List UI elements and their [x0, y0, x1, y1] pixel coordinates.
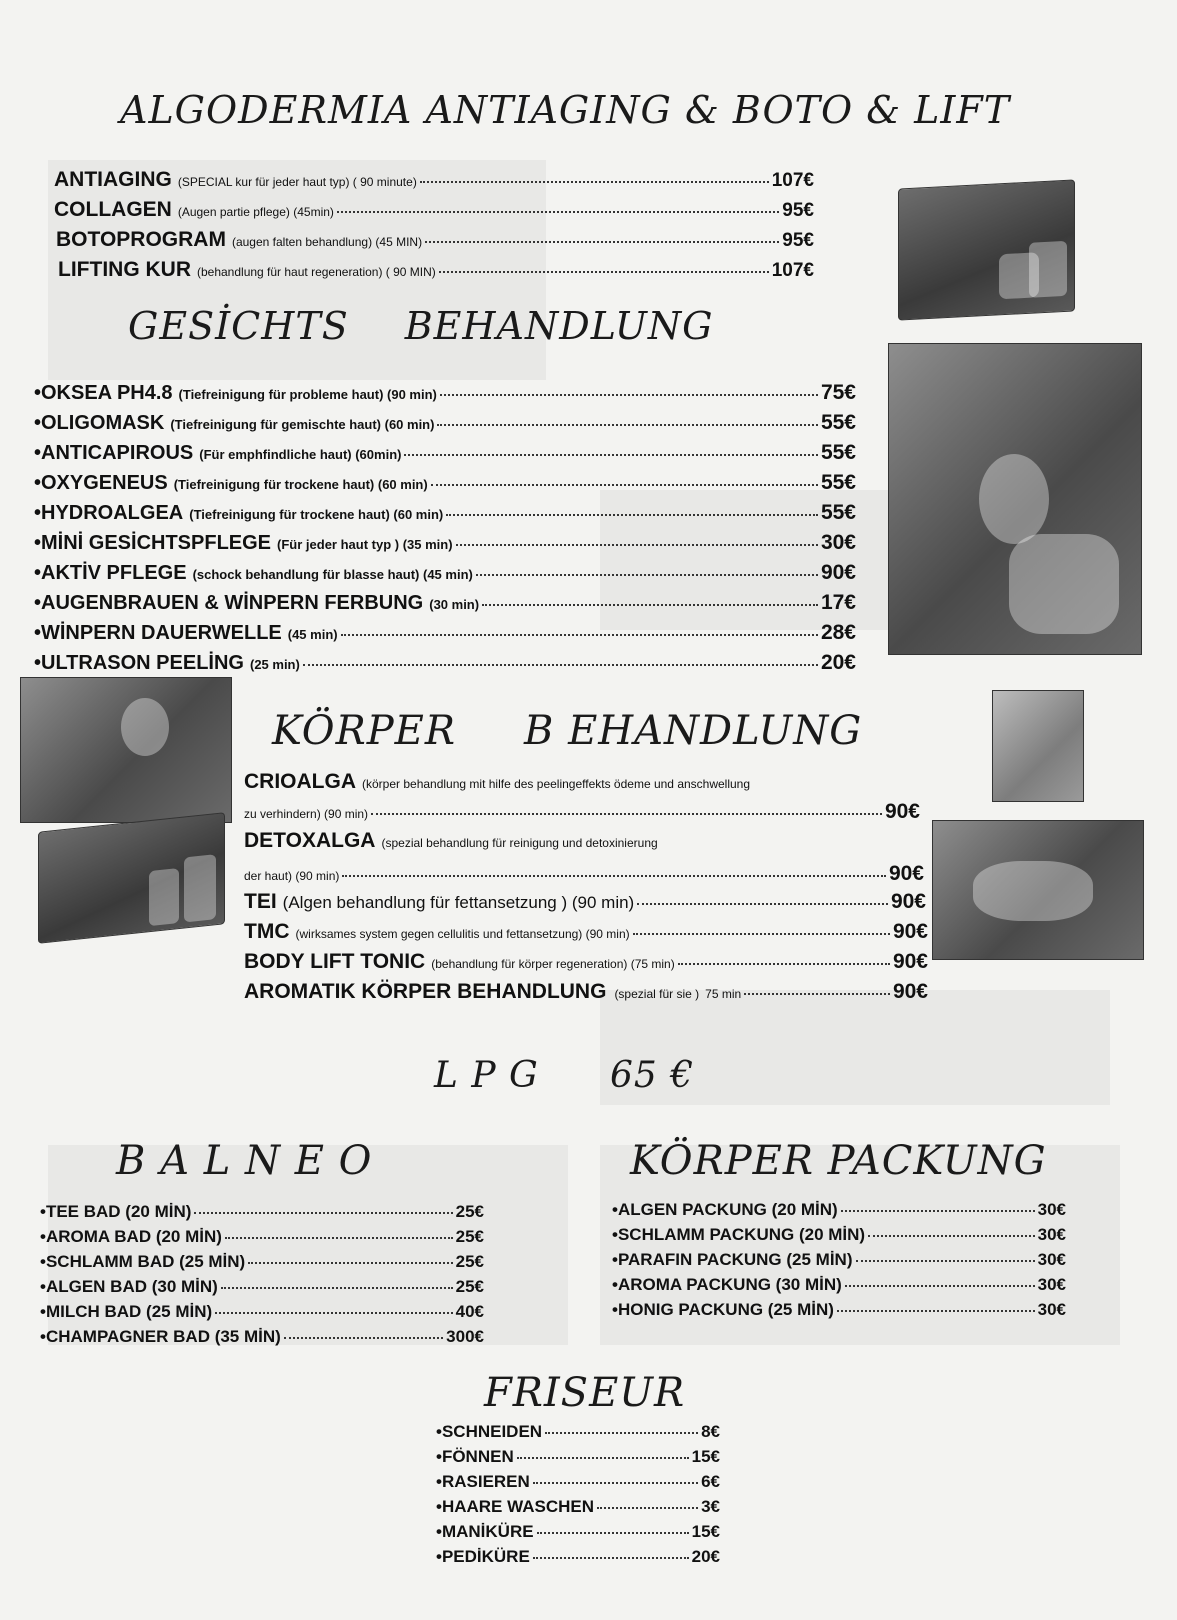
chair-shape	[1009, 534, 1119, 634]
item-name: •OKSEA PH4.8	[34, 382, 173, 404]
section-title-gesichts	[128, 304, 713, 348]
item-name: •SCHNEIDEN	[436, 1422, 543, 1441]
leader-dots	[215, 1312, 452, 1314]
leader-dots	[420, 181, 769, 183]
leader-dots	[856, 1260, 1035, 1262]
leader-dots	[371, 813, 882, 815]
item-price: 30€	[1037, 1225, 1066, 1244]
leader-dots	[425, 241, 779, 243]
item-name: •HONIG PACKUNG (25 MİN)	[612, 1300, 834, 1319]
item-price: 8€	[701, 1422, 720, 1441]
item-price: 107€	[771, 260, 814, 281]
item-name: BOTOPROGRAM	[56, 228, 226, 251]
item-name: ANTIAGING	[54, 168, 172, 191]
item-price: 20€	[691, 1547, 720, 1566]
item-price: 15€	[691, 1447, 720, 1466]
item-name: LIFTING KUR	[58, 258, 191, 281]
section-title-antiaging: ALGODERMIA ANTIAGING & BOTO & LIFT	[120, 88, 1011, 132]
menu-item	[40, 1227, 484, 1247]
item-price: 55€	[820, 411, 856, 434]
leader-dots	[517, 1457, 689, 1459]
leader-dots	[341, 634, 818, 636]
body-shape	[973, 861, 1093, 921]
menu-item	[34, 651, 856, 675]
item-desc: (schock behandlung für blasse haut) (45 min)	[192, 567, 473, 582]
leader-dots	[248, 1262, 452, 1264]
item-price: 25€	[455, 1277, 484, 1296]
menu-item	[34, 501, 856, 525]
leader-dots	[597, 1507, 698, 1509]
menu-item	[34, 411, 856, 435]
leader-dots	[337, 211, 779, 213]
item-desc: (Tiefreinigung für gemischte haut) (60 min)	[170, 417, 435, 432]
item-desc: (spezial behandlung für reinigung und detoxinierung	[381, 836, 658, 850]
item-desc: 75 min	[705, 987, 742, 1001]
menu-item	[54, 198, 814, 222]
item-name: •MANİKÜRE	[436, 1522, 534, 1541]
item-desc: (Augen partie pflege) (45min)	[177, 205, 334, 219]
item-price: 90€	[892, 980, 928, 1003]
item-name: •SCHLAMM BAD (25 MİN)	[40, 1252, 246, 1271]
pool-photo	[20, 677, 232, 823]
leader-dots	[841, 1210, 1035, 1212]
item-desc: (45 min)	[287, 627, 338, 642]
item-price: 90€	[884, 800, 920, 823]
item-desc: (Tiefreinigung für trockene haut) (60 min)	[189, 507, 444, 522]
item-desc: (wirksames system gegen cellulitis und fettansetzung) (90 min)	[295, 927, 630, 941]
leader-dots	[194, 1212, 452, 1214]
menu-item	[436, 1447, 720, 1467]
menu-item	[58, 258, 814, 282]
menu-item	[244, 950, 928, 974]
item-price: 107€	[771, 170, 814, 191]
item-desc: (Für emphfindliche haut) (60min)	[199, 447, 402, 462]
menu-item	[612, 1300, 1066, 1320]
item-name: •OLIGOMASK	[34, 412, 165, 434]
menu-item-line	[244, 862, 924, 886]
item-name: •AROMA BAD (20 MİN)	[40, 1227, 222, 1246]
menu-item-line	[244, 800, 920, 824]
item-name: BODY LIFT TONIC	[244, 950, 426, 973]
leader-dots	[678, 963, 890, 965]
leader-dots	[404, 454, 817, 456]
item-name: •AROMA PACKUNG (30 MİN)	[612, 1275, 842, 1294]
item-price: 20€	[820, 651, 856, 674]
leader-dots	[284, 1337, 443, 1339]
item-price: 30€	[1037, 1250, 1066, 1269]
leader-dots	[439, 271, 769, 273]
item-name: COLLAGEN	[54, 198, 172, 221]
item-price: 55€	[820, 501, 856, 524]
item-name: •AKTİV PFLEGE	[34, 562, 187, 584]
item-price: 90€	[888, 862, 924, 885]
item-name: TEI	[244, 890, 277, 913]
menu-item	[244, 920, 928, 944]
leader-dots	[476, 574, 818, 576]
item-desc: (spezial für sie )	[614, 987, 700, 1001]
item-desc: (behandlung für haut regeneration) ( 90 MIN)	[196, 265, 436, 279]
item-price: 95€	[782, 230, 814, 251]
title-word: B EHANDLUNG	[523, 708, 863, 754]
section-title-koerper	[272, 708, 862, 754]
menu-item	[436, 1472, 720, 1492]
menu-item	[40, 1327, 484, 1347]
menu-item	[436, 1497, 720, 1517]
leader-dots	[845, 1285, 1035, 1287]
menu-item	[612, 1200, 1066, 1220]
menu-item	[40, 1277, 484, 1297]
item-price: 30€	[1037, 1300, 1066, 1319]
menu-item	[34, 531, 856, 555]
item-name: •WİNPERN DAUERWELLE	[34, 622, 282, 644]
item-desc: (körper behandlung mit hilfe des peelingeffekts ödeme und anschwellung	[362, 777, 751, 791]
item-price: 90€	[890, 890, 926, 913]
menu-item	[34, 471, 856, 495]
item-name: •HYDROALGEA	[34, 502, 184, 524]
leader-dots	[537, 1532, 689, 1534]
item-name: •MİNİ GESİCHTSPFLEGE	[34, 532, 272, 554]
item-desc: (behandlung für körper regeneration) (75 min)	[431, 957, 675, 971]
title-word: BEHANDLUNG	[404, 304, 714, 348]
body-massage-photo	[932, 820, 1144, 960]
item-name: •MILCH BAD (25 MİN)	[40, 1302, 213, 1321]
menu-item	[34, 381, 856, 405]
menu-item	[34, 561, 856, 585]
leader-dots	[633, 933, 890, 935]
item-name: DETOXALGA	[244, 829, 376, 852]
item-name: •CHAMPAGNER BAD (35 MİN)	[40, 1327, 281, 1346]
item-price: 3€	[701, 1497, 720, 1516]
item-price: 25€	[455, 1252, 484, 1271]
product-box-image	[38, 812, 225, 944]
item-price: 15€	[691, 1522, 720, 1541]
menu-item	[40, 1252, 484, 1272]
menu-item	[612, 1250, 1066, 1270]
leader-dots	[437, 424, 817, 426]
item-price: 30€	[1037, 1200, 1066, 1219]
item-desc: zu verhindern) (90 min)	[244, 807, 369, 821]
item-name: •PARAFIN PACKUNG (25 MİN)	[612, 1250, 853, 1269]
leader-dots	[837, 1310, 1035, 1312]
menu-item	[54, 168, 814, 192]
item-name: TMC	[244, 920, 290, 943]
item-name: •ULTRASON PEELİNG	[34, 652, 244, 674]
item-desc: (Für jeder haut typ ) (35 min)	[277, 537, 453, 552]
item-price: 55€	[820, 441, 856, 464]
item-price: 95€	[782, 200, 814, 221]
menu-item	[56, 228, 814, 252]
leader-dots	[868, 1235, 1035, 1237]
item-name: •FÖNNEN	[436, 1447, 514, 1466]
item-price: 40€	[455, 1302, 484, 1321]
leader-dots	[533, 1482, 698, 1484]
menu-item	[40, 1302, 484, 1322]
item-name: CRIOALGA	[244, 770, 356, 793]
menu-item	[436, 1547, 720, 1567]
item-desc: (25 min)	[249, 657, 300, 672]
item-name: •AUGENBRAUEN & WİNPERN FERBUNG	[34, 592, 424, 614]
item-price: 75€	[820, 381, 856, 404]
leader-dots	[446, 514, 818, 516]
section-title-balneo: B A L N E O	[116, 1138, 373, 1184]
section-title-packung: KÖRPER PACKUNG	[630, 1138, 1047, 1184]
menu-item	[34, 621, 856, 645]
item-name: •TEE BAD (20 MİN)	[40, 1202, 192, 1221]
item-price: 55€	[820, 471, 856, 494]
menu-item	[436, 1522, 720, 1542]
item-name: •RASIEREN	[436, 1472, 530, 1491]
item-price: 30€	[1037, 1275, 1066, 1294]
item-desc: (Algen behandlung für fettansetzung ) (90 min)	[282, 893, 635, 912]
item-desc: der haut) (90 min)	[244, 869, 340, 883]
item-desc: (Tiefreinigung für probleme haut) (90 min)	[178, 387, 437, 402]
item-price: 25€	[455, 1227, 484, 1246]
menu-item	[612, 1275, 1066, 1295]
menu-item-line	[244, 829, 924, 853]
item-price: 25€	[455, 1202, 484, 1221]
leader-dots	[744, 993, 890, 995]
title-word: KÖRPER	[272, 708, 456, 754]
leader-dots	[637, 903, 888, 905]
item-name: •OXYGENEUS	[34, 472, 168, 494]
item-price: 90€	[892, 920, 928, 943]
menu-item	[612, 1225, 1066, 1245]
item-price: 30€	[820, 531, 856, 554]
item-price: 300€	[446, 1327, 484, 1346]
leader-dots	[482, 604, 818, 606]
item-price: 90€	[892, 950, 928, 973]
item-name: •SCHLAMM PACKUNG (20 MİN)	[612, 1225, 866, 1244]
item-price: 6€	[701, 1472, 720, 1491]
person-shape	[121, 698, 169, 756]
item-name: •ALGEN BAD (30 MİN)	[40, 1277, 218, 1296]
item-name: •ANTICAPIROUS	[34, 442, 194, 464]
lpg-price: 65 €	[610, 1055, 695, 1096]
item-desc: (Tiefreinigung für trockene haut) (60 min)	[173, 477, 428, 492]
item-price: 17€	[820, 591, 856, 614]
leader-dots	[303, 664, 818, 666]
menu-item	[34, 441, 856, 465]
product-display-image	[992, 690, 1084, 802]
item-desc: (SPECIAL kur für jeder haut typ) ( 90 minute)	[177, 175, 417, 189]
item-price: 28€	[820, 621, 856, 644]
leader-dots	[431, 484, 818, 486]
lpg-title: L P G	[434, 1055, 539, 1096]
item-desc: (augen falten behandlung) (45 MIN)	[231, 235, 423, 249]
item-desc: (30 min)	[429, 597, 480, 612]
jar-shape	[1029, 241, 1067, 298]
leader-dots	[221, 1287, 453, 1289]
tube-shape	[149, 868, 179, 926]
item-name: •ALGEN PACKUNG (20 MİN)	[612, 1200, 838, 1219]
leader-dots	[456, 544, 818, 546]
menu-item	[436, 1422, 720, 1442]
item-name: •HAARE WASCHEN	[436, 1497, 595, 1516]
menu-item-line	[244, 770, 924, 794]
leader-dots	[440, 394, 818, 396]
item-name: AROMATIK KÖRPER BEHANDLUNG	[244, 980, 607, 1003]
tube-shape	[184, 854, 216, 922]
leader-dots	[533, 1557, 689, 1559]
item-name: •PEDİKÜRE	[436, 1547, 530, 1566]
leader-dots	[545, 1432, 698, 1434]
section-title-friseur: FRISEUR	[484, 1370, 686, 1416]
product-box-image	[898, 179, 1075, 320]
menu-item	[244, 890, 926, 914]
person-shape	[979, 454, 1049, 544]
title-word: GESİCHTS	[128, 304, 349, 348]
leader-dots	[225, 1237, 453, 1239]
item-price: 90€	[820, 561, 856, 584]
menu-item	[34, 591, 856, 615]
leader-dots	[342, 875, 886, 877]
facial-treatment-photo	[888, 343, 1142, 655]
menu-item	[40, 1202, 484, 1222]
menu-item	[244, 980, 928, 1004]
